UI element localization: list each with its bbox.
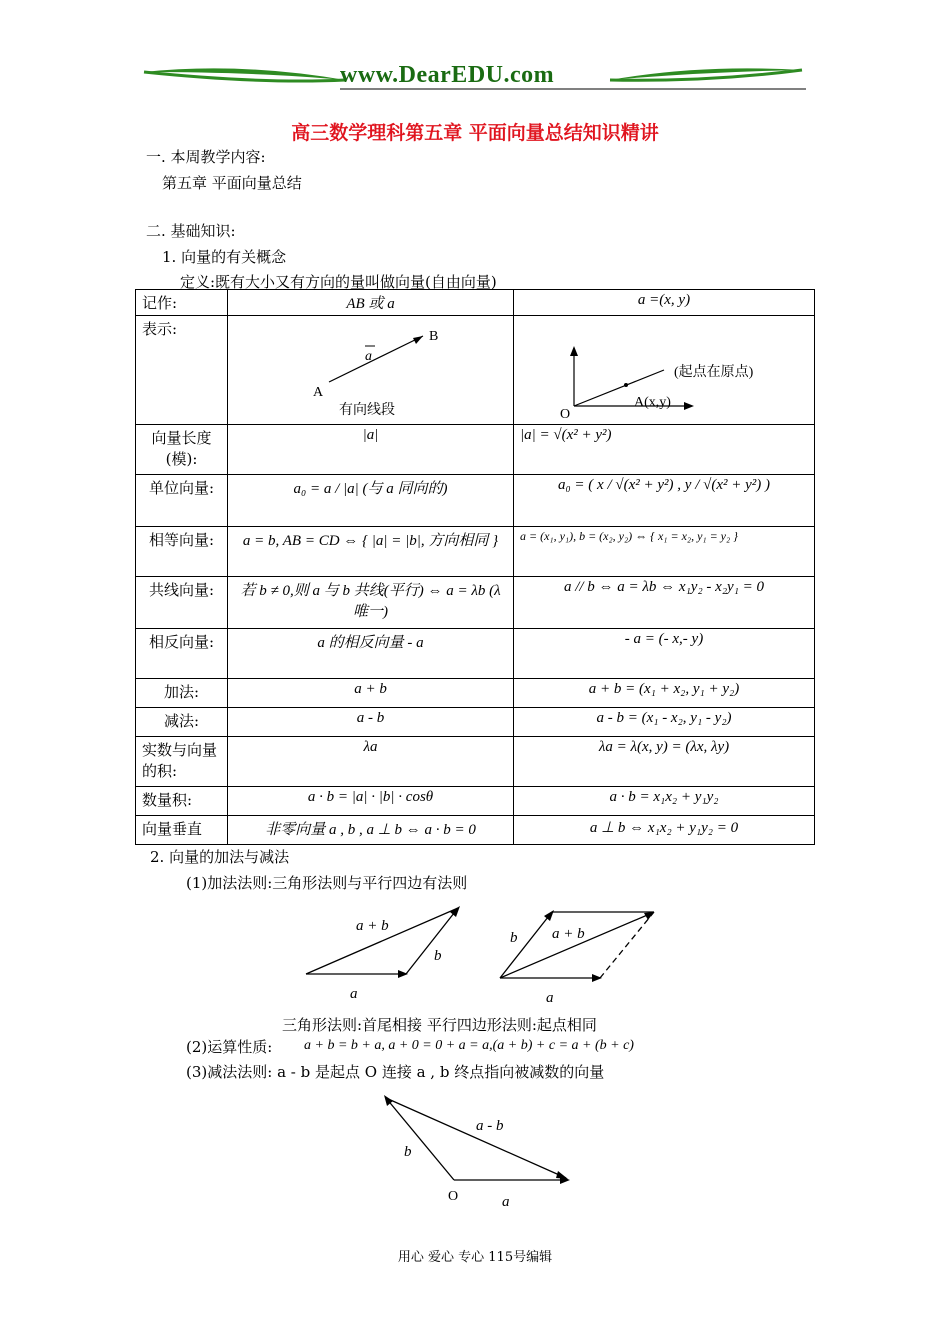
table-row — [136, 787, 815, 816]
row-coordinate: - a = (- x,- y) — [514, 629, 815, 679]
table-row — [136, 475, 815, 527]
row-vector: a - b — [228, 708, 514, 737]
row-vector: |a| — [228, 425, 514, 475]
fig1-a-label: a — [350, 986, 358, 1002]
row-label: 共线向量: — [136, 577, 228, 629]
segment-caption: 有向线段 — [338, 403, 395, 418]
addition-rule: (1)加法法则:三角形法则与平行四边有法则 — [186, 874, 468, 892]
origin-vector-cell — [514, 316, 815, 425]
row-coordinate: a =(x, y) — [514, 290, 815, 316]
fig2-a-label: a — [546, 990, 554, 1006]
table-row — [136, 425, 815, 475]
point-a-coordinate: A(x,y) — [634, 395, 671, 410]
row-vector: a 的相反向量 - a — [228, 629, 514, 679]
row-coordinate: a - b = (x₁ - x₂, y₁ - y₂) — [514, 708, 815, 737]
table-row — [136, 629, 815, 679]
table-row — [136, 316, 815, 425]
table-row — [136, 577, 815, 629]
row-vector: λa — [228, 737, 514, 787]
row-coordinate: a · b = x₁x₂ + y₁y₂ — [514, 787, 815, 816]
page-footer: 用心 爱心 专心 115号编辑 — [397, 1250, 553, 1265]
subsection-2: 2. 向量的加法与减法 — [150, 848, 290, 866]
row-coordinate: a ⊥ b ⇔ x₁x₂ + y₁y₂ = 0 — [514, 816, 815, 845]
row-vector: a · b = |a| · |b| · cosθ — [228, 787, 514, 816]
point-a-label: A — [312, 385, 323, 400]
fig3-b-label: b — [404, 1144, 412, 1160]
subsection-1: 1. 向量的有关概念 — [162, 248, 287, 266]
addition-figures — [300, 898, 670, 1010]
row-coordinate: |a| = √(x² + y²) — [514, 425, 815, 475]
section2-heading: 二. 基础知识: — [146, 222, 236, 240]
row-vector: a₀ = a / |a| (与 a 同向的) — [228, 475, 514, 527]
row-coordinate: a + b = (x₁ + x₂, y₁ + y₂) — [514, 679, 815, 708]
row-label: 记作: — [136, 290, 228, 316]
row-label: 相等向量: — [136, 527, 228, 577]
fig3-a-label: a — [502, 1194, 510, 1210]
table-row — [136, 737, 815, 787]
row-label: 实数与向量的积: — [136, 737, 228, 787]
row-vector: a = b, AB = CD ⇔ { |a| = |b|, 方向相同 } — [228, 527, 514, 577]
row-vector: 非零向量 a , b , a ⊥ b ⇔ a · b = 0 — [228, 816, 514, 845]
site-logo: www.DearEDU.com — [340, 62, 555, 88]
table-row — [136, 708, 815, 737]
definition: 定义:既有大小又有方向的量叫做向量(自由向量) — [180, 273, 497, 291]
row-label: 减法: — [136, 708, 228, 737]
vector-a-label: a — [364, 349, 372, 364]
directed-segment-figure — [231, 316, 511, 420]
fig2-sum-label: a + b — [552, 926, 585, 942]
row-label: 相反向量: — [136, 629, 228, 679]
fig3-diff-label: a - b — [476, 1118, 504, 1134]
row-label: 向量垂直 — [136, 816, 228, 845]
row-label: 单位向量: — [136, 475, 228, 527]
page-title: 高三数学理科第五章 平面向量总结知识精讲 — [291, 122, 659, 144]
section1-heading: 一. 本周教学内容: — [146, 148, 266, 166]
table-row — [136, 527, 815, 577]
fig3-origin-label: O — [448, 1189, 459, 1204]
operation-properties-label: (2)运算性质: — [186, 1038, 273, 1056]
row-coordinate: a₀ = ( x / √(x² + y²) , y / √(x² + y²) ) — [514, 475, 815, 527]
table-row — [136, 679, 815, 708]
coordinate-figure — [514, 316, 814, 420]
row-label: 向量长度(模): — [136, 425, 228, 475]
row-coordinate: a // b ⇔ a = λb ⇔ x₁y₂ - x₂y₁ = 0 — [514, 577, 815, 629]
subtraction-figure — [380, 1088, 580, 1218]
operation-properties-formula: a + b = b + a, a + 0 = 0 + a = a,(a + b) + c = a + (b + c) — [304, 1038, 634, 1053]
row-label: 表示: — [136, 316, 228, 425]
point-b-label: B — [428, 329, 438, 344]
table-row — [136, 290, 815, 316]
concept-table — [135, 289, 815, 845]
row-label: 数量积: — [136, 787, 228, 816]
section1-content: 第五章 平面向量总结 — [162, 174, 302, 192]
fig1-sum-label: a + b — [356, 918, 389, 934]
origin-note: (起点在原点) — [674, 365, 754, 380]
row-vector: AB 或 a — [228, 290, 514, 316]
directed-segment-cell — [228, 316, 514, 425]
fig1-b-label: b — [434, 948, 442, 964]
origin-label: O — [560, 407, 571, 420]
row-label: 加法: — [136, 679, 228, 708]
subtraction-rule: (3)减法法则: a - b 是起点 O 连接 a , b 终点指向被减数的向量 — [186, 1063, 605, 1081]
row-coordinate: a = (x₁, y₁), b = (x₂, y₂) ⇔ { x₁ = x₂, y₁ = y₂ } — [514, 527, 815, 577]
table-row — [136, 816, 815, 845]
row-vector: 若 b ≠ 0,则 a 与 b 共线(平行) ⇔ a = λb (λ唯一) — [228, 577, 514, 629]
row-coordinate: λa = λ(x, y) = (λx, λy) — [514, 737, 815, 787]
figure-caption: 三角形法则:首尾相接 平行四边形法则:起点相同 — [282, 1016, 597, 1034]
fig2-b-label: b — [510, 930, 518, 946]
row-vector: a + b — [228, 679, 514, 708]
